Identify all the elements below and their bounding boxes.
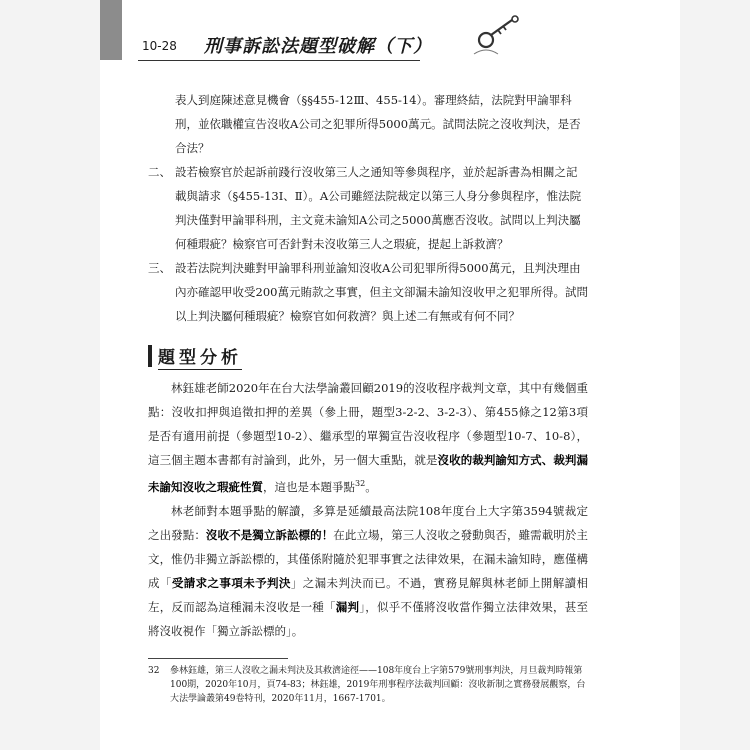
magnifier-key-icon [472,14,526,58]
analysis-body [148,376,588,643]
question-marker: 三、 [148,261,171,275]
running-header [100,30,680,60]
footnote [148,664,588,706]
header-rule [138,60,420,61]
page-number: 10-28 [142,39,177,53]
footnote-ref[interactable]: 32 [355,479,366,488]
analysis-paragraph [148,499,588,643]
highlight-text: 沒收不是獨立訴訟標的！ [205,527,334,542]
analysis-text: 林鈺雄老師2020年在台大法學論叢回顧2019的沒收程序裁判文章，其中有幾個重點：沒收扣押與追徵扣押的差異（參上冊，題型3-2-2、3-2-3）、第455條之12第3項是否有適用前提（參題型10-2）、繼承型的單獨宣告沒收程序（參題型10-7、10-8），這三個主題本書都有討論到，此外，另一個大重點，就是 [148,381,588,467]
section-heading-text: 題型分析 [158,343,242,370]
highlight-text: 沒收的裁判諭知方式、裁判漏未諭知沒收之瑕疵性質 [148,453,589,494]
question-item [148,256,588,328]
question-marker: 二、 [148,165,171,179]
question-block [148,88,588,328]
section-heading [148,342,242,370]
question-text: 設若法院判決雖對甲論罪科刑並諭知沒收A公司犯罪所得5000萬元，且判決理由內亦確認甲收受200萬元賄款之事實，但主文卻漏未諭知沒收甲之犯罪所得。試問以上判決屬何種瑕疵？檢察官如何救濟？與上述二有無或有何不同？ [175,261,588,323]
footnote-text: 參林鈺雄，第三人沒收之漏未判決及其救濟途徑——108年度台上字第579號刑事判決，月旦裁判時報第100期，2020年10月，頁74-83；林鈺雄，2019年刑事程序法裁判回顧：沒收新制之實務發展觀察，台大法學論叢第49卷特刊，2020年11月，1667-1701。 [170,666,586,704]
question-continuation: 表人到庭陳述意見機會（§§455-12Ⅲ、455-14）。審理終結，法院對甲論罪科刑，並依職權宣告沒收A公司之犯罪所得5000萬元。試問法院之沒收判決，是否合法？ [175,93,581,155]
analysis-text: 」，似乎不僅將沒收當作獨立法律效果，甚至將沒收視作「獨立訴訟標的」。 [148,599,589,638]
analysis-text: 。 [365,479,377,494]
running-title: 刑事訴訟法題型破解（下） [204,36,432,57]
highlight-text: 漏判 [335,599,360,614]
analysis-text: 林老師對本題爭點的解讀，多算是延續最高法院108年度台上大字第3594號裁定之出發點： [148,503,588,542]
analysis-text: 在此立場，第三人沒收之發動與否，雖需載明於主文，惟仍非獨立訴訟標的，其僅係附隨於犯罪事實之法律效果，在漏未諭知時，應僅構成「 [148,527,588,590]
analysis-paragraph [148,376,588,499]
heading-bar [148,345,152,367]
question-text: 設若檢察官於起訴前踐行沒收第三人之通知等參與程序，並於起訴書為相關之記載與請求（§455-13Ⅰ、Ⅱ）。A公司雖經法院裁定以第三人身分參與程序，惟法院判決僅對甲論罪科刑，主文竟未諭知A公司之5000萬應否沒收。試問以上判決屬何種瑕疵？檢察官可否針對未沒收第三人之瑕疵，提起上訴救濟？ [175,165,582,251]
footnote-number: 32 [148,666,160,676]
footnote-rule [148,658,288,659]
highlight-text: 受請求之事項未予判決 [171,575,291,590]
analysis-text: 」之漏未判決而已。不過，實務見解與林老師上開解讀相左，反而認為這種漏未沒收是一種「 [148,575,589,614]
question-item [148,160,588,256]
analysis-text: ，這也是本題爭點 [263,479,355,494]
